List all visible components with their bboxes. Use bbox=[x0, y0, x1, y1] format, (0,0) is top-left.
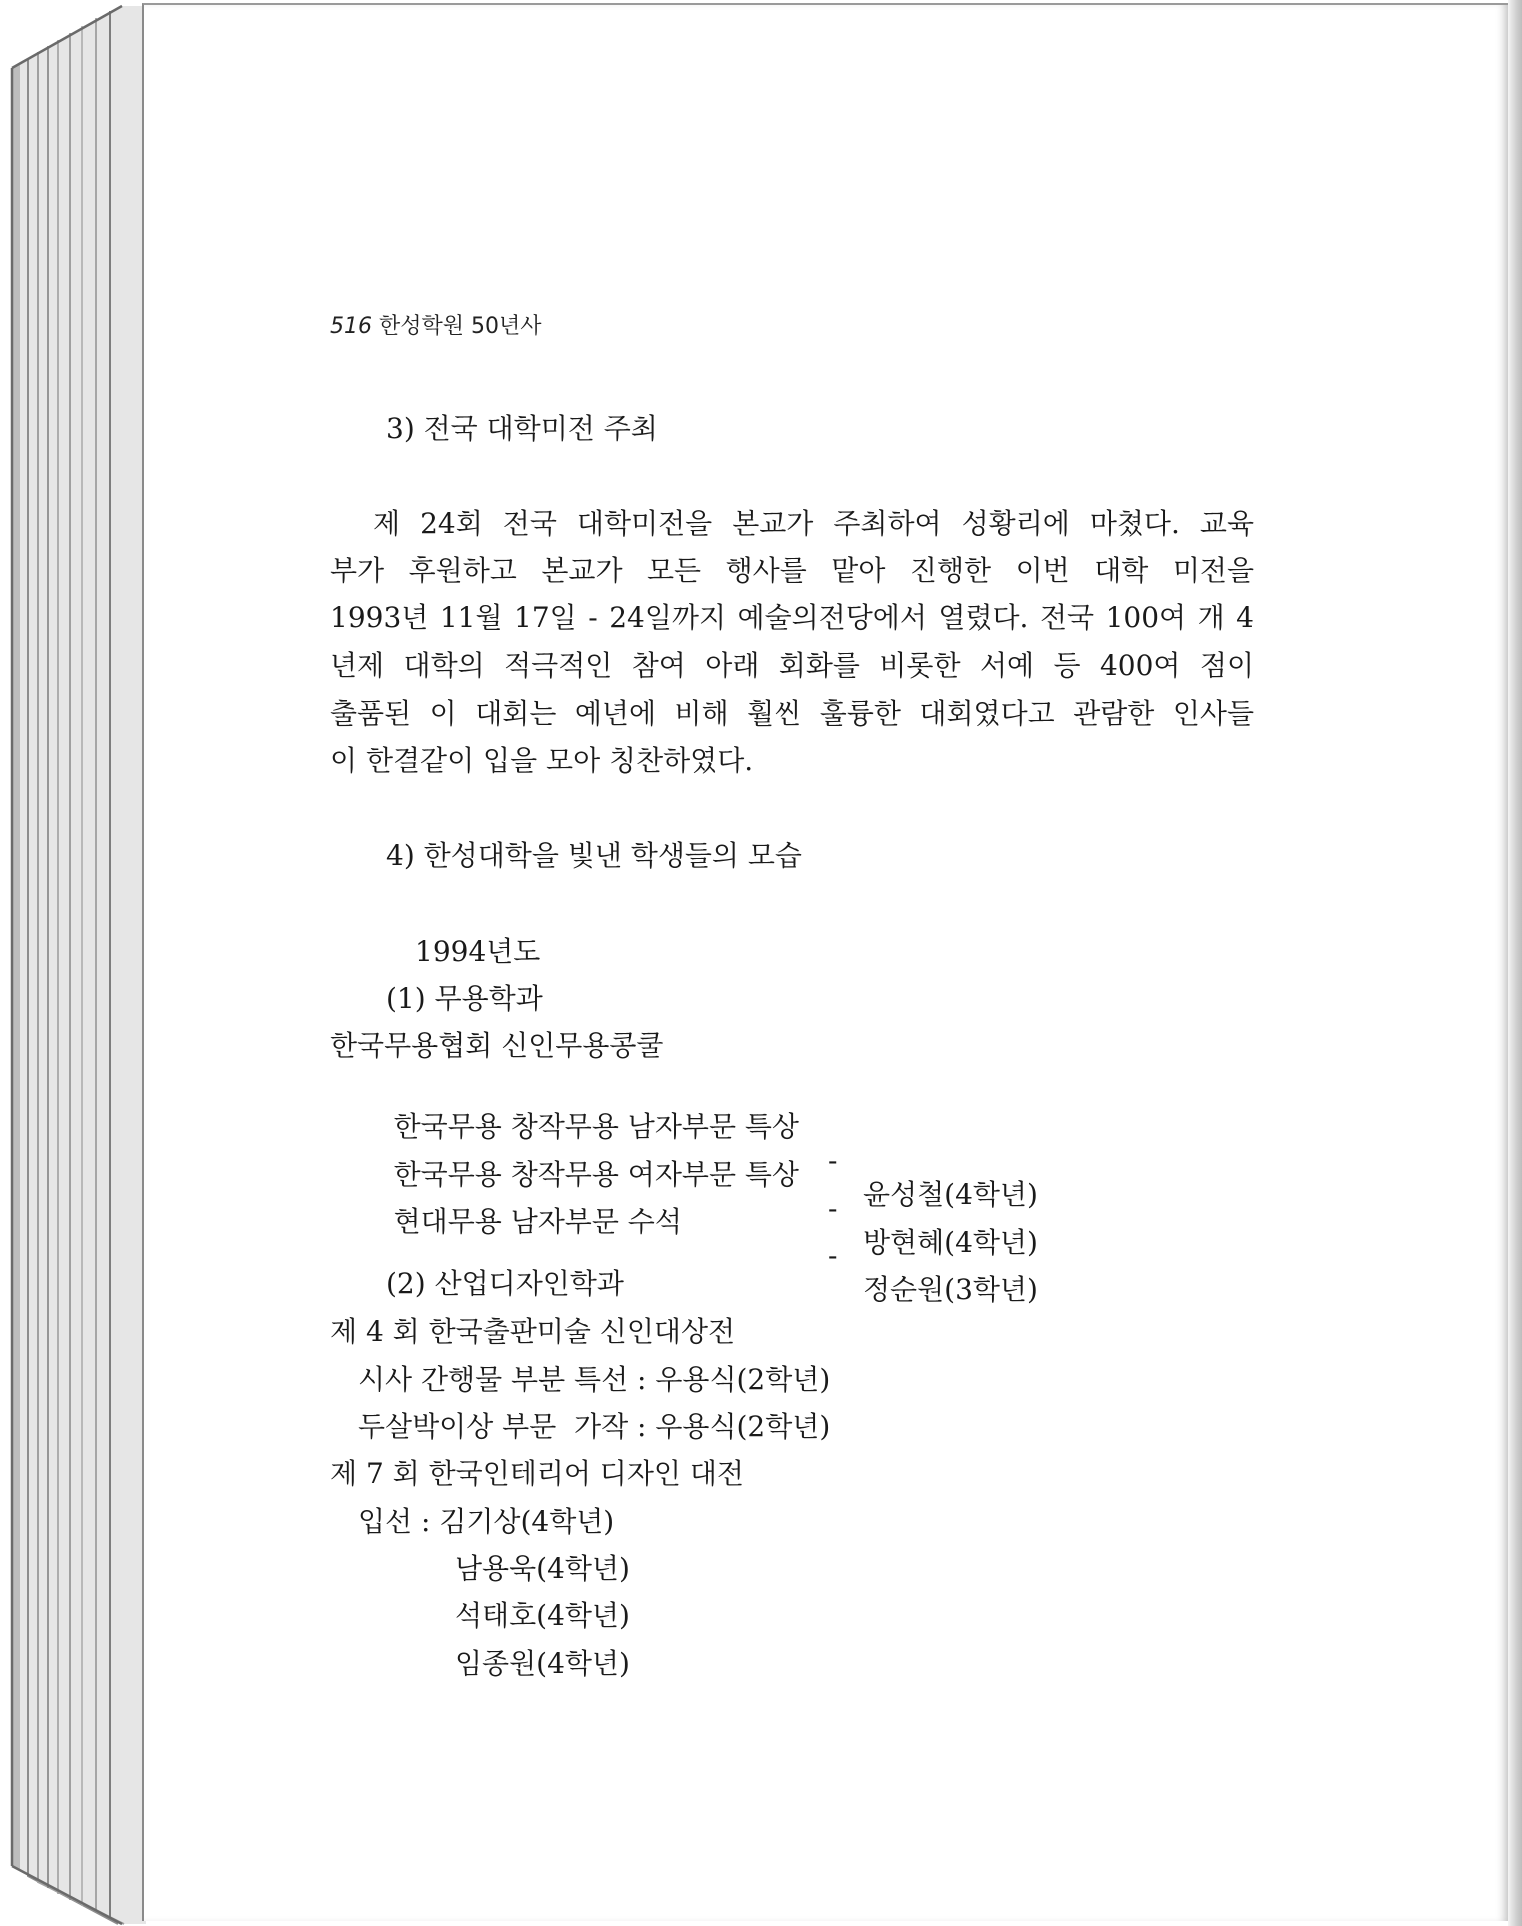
book-title: 한성학원 50년사 bbox=[379, 314, 542, 339]
award-winner: 윤성철(4학년) bbox=[863, 1178, 1038, 1211]
page-number: 516 bbox=[330, 314, 372, 339]
award-category: 한국무용 창작무용 남자부문 특상 bbox=[393, 1110, 799, 1143]
award-winner: 방현혜(4학년) bbox=[863, 1226, 1038, 1259]
contest-title: 제 7 회 한국인테리어 디자인 대전 bbox=[330, 1457, 744, 1490]
award-line: 입선 : 김기상(4학년) bbox=[358, 1505, 615, 1538]
award-winner: 정순원(3학년) bbox=[863, 1273, 1038, 1306]
year-label: 1994년도 bbox=[415, 935, 541, 968]
paragraph-line: 1993년 11월 17일 - 24일까지 예술의전당에서 열렸다. 전국 100여 개 4 bbox=[330, 601, 1254, 634]
paragraph-line: 제 24회 전국 대학미전을 본교가 주최하여 성황리에 마쳤다. 교육 bbox=[373, 507, 1254, 540]
dept-2-title: (2) 산업디자인학과 bbox=[386, 1267, 624, 1300]
paragraph-line: 부가 후원하고 본교가 모든 행사를 맡아 진행한 이번 대학 미전을 bbox=[330, 554, 1254, 587]
section-3-heading: 3) 전국 대학미전 주최 bbox=[386, 412, 658, 445]
award-dash: - bbox=[828, 1144, 838, 1177]
section-4-heading: 4) 한성대학을 빛낸 학생들의 모습 bbox=[386, 839, 802, 872]
contest-title: 제 4 회 한국출판미술 신인대상전 bbox=[330, 1315, 736, 1348]
award-dash: - bbox=[828, 1192, 838, 1225]
running-header bbox=[330, 313, 542, 341]
paragraph-line: 출품된 이 대회는 예년에 비해 훨씬 훌륭한 대회였다고 관람한 인사들 bbox=[330, 697, 1254, 730]
award-category: 한국무용 창작무용 여자부문 특상 bbox=[393, 1158, 799, 1191]
award-winner: 석태호(4학년) bbox=[455, 1599, 630, 1632]
paragraph-line: 이 한결같이 입을 모아 칭찬하였다. bbox=[330, 744, 754, 777]
award-line: 시사 간행물 부분 특선 : 우용식(2학년) bbox=[358, 1363, 831, 1396]
dept-1-title: (1) 무용학과 bbox=[386, 982, 543, 1015]
contest-title: 한국무용협회 신인무용콩쿨 bbox=[330, 1029, 664, 1062]
award-winner: 남용욱(4학년) bbox=[455, 1552, 630, 1585]
paragraph-line: 년제 대학의 적극적인 참여 아래 회화를 비롯한 서예 등 400여 점이 bbox=[330, 649, 1254, 682]
award-line: 두살박이상 부문 가작 : 우용식(2학년) bbox=[358, 1410, 831, 1443]
award-category: 현대무용 남자부문 수석 bbox=[393, 1205, 682, 1238]
award-dash: - bbox=[828, 1239, 838, 1272]
award-winner: 임종원(4학년) bbox=[455, 1647, 630, 1680]
